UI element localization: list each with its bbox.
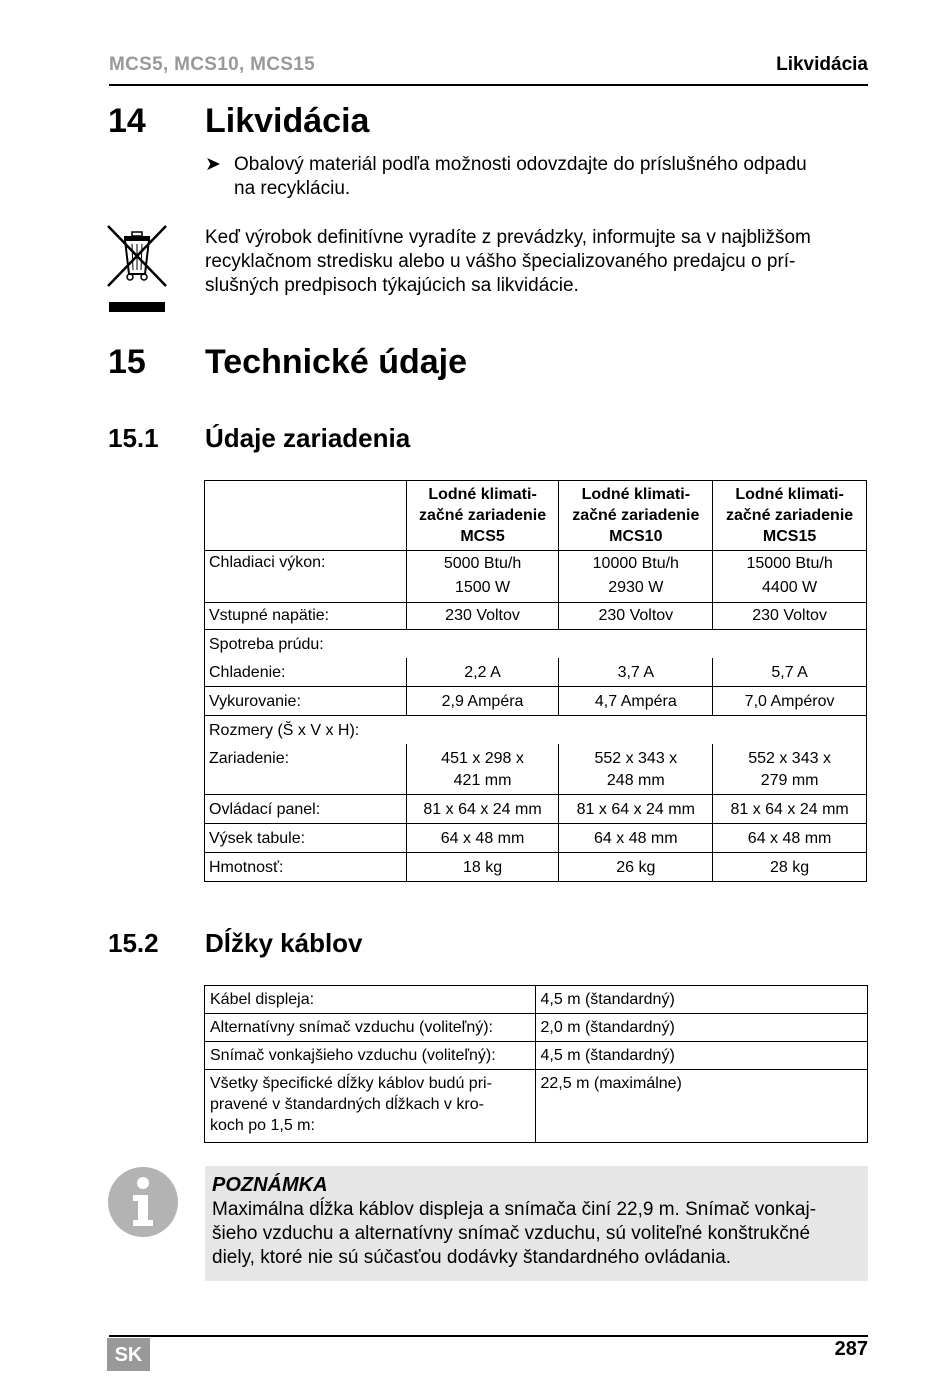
current-label: Spotreba prúdu: [205,630,867,659]
note-text: Maximálna dĺžka káblov displeja a snímača činí 22,9 m. Snímač vonkaj- šieho vzduchu a alternatívny snímač vzduchu, sú voliteľné konštrukčné diely, ktoré nie sú súčasťou dodávky štandardného ovládania. [212,1199,817,1268]
section-15-2-title: Dĺžky káblov [205,928,363,958]
header-mcs5: Lodné klimati- začné zariadenie MCS5 [406,481,559,551]
header-mcs15: Lodné klimati- začné zariadenie MCS15 [713,481,867,551]
page-number: 287 [834,1338,868,1360]
disposal-para-line-3: slušných predpisoch týkajúcich sa likvidácie. [205,275,579,296]
table-row: Chladiaci výkon: 5000 Btu/h 1500 W 10000 Btu/h 2930 W 15000 Btu/h 4400 W [205,551,867,603]
table-row: Hmotnosť: 18 kg 26 kg 28 kg [205,853,867,882]
voltage-label: Vstupné napätie: [205,603,407,630]
table-row: Vstupné napätie: 230 Voltov 230 Voltov 230 Voltov [205,603,867,630]
section-15-2-number: 15.2 [108,928,159,958]
cool-label: Chladenie: [205,658,407,687]
table-row: Chladenie: 2,2 A 3,7 A 5,7 A [205,658,867,687]
language-badge: SK [107,1338,150,1371]
weee-crossed-bin-icon [106,224,168,316]
table-row [205,716,867,745]
device-data-table [204,480,867,882]
cutout-label: Výsek tabule: [205,824,407,853]
device-label: Zariadenie: [205,744,407,795]
info-icon [107,1166,179,1238]
section-15-1-number: 15.1 [108,423,159,453]
table-row: Všetky špecifické dĺžky káblov budú pri- pravené v štandardných dĺžkach v kro- koch po 1,5 m: 22,5 m (maximálne) [205,1070,868,1143]
dims-label: Rozmery (Š x V x H): [205,716,867,745]
footer-rule [109,1335,868,1337]
weight-label: Hmotnosť: [205,853,407,882]
table-row: Vykurovanie: 2,9 Ampéra 4,7 Ampéra 7,0 Ampérov [205,687,867,716]
table-row: Snímač vonkajšieho vzduchu (voliteľný): 4,5 m (štandardný) [205,1042,868,1070]
table-row: Alternatívny snímač vzduchu (voliteľný): 2,0 m (štandardný) [205,1014,868,1042]
heat-label: Vykurovanie: [205,687,407,716]
note-title: POZNÁMKA [212,1174,328,1196]
disposal-para-line-1: Keď výrobok definitívne vyradíte z prevádzky, informujte sa v najbližšom [205,227,811,248]
section-15-number: 15 [108,343,146,381]
section-15-1-title: Údaje zariadenia [205,423,411,453]
bullet-line-1: Obalový materiál podľa možnosti odovzdajte do príslušného odpadu [234,154,807,175]
section-14-number: 14 [108,102,146,140]
table-row: Kábel displeja: 4,5 m (štandardný) [205,986,868,1014]
table-header-row [205,481,867,551]
header-models: MCS5, MCS10, MCS15 [109,54,316,75]
section-14-title: Likvidácia [205,102,370,140]
table-row: Ovládací panel: 81 x 64 x 24 mm 81 x 64 x 24 mm 81 x 64 x 24 mm [205,795,867,824]
header-mcs10: Lodné klimati- začné zariadenie MCS10 [559,481,713,551]
cooling-label: Chladiaci výkon: [209,554,326,571]
bullet-arrow: ➤ [205,154,221,175]
bullet-line-2: na recykláciu. [234,178,351,199]
cable-length-table [204,985,868,1143]
header-section: Likvidácia [776,54,868,75]
panel-label: Ovládací panel: [205,795,407,824]
table-row [205,630,867,659]
disposal-para-line-2: recyklačnom stredisku alebo u vášho špecializovaného predajcu o prí- [205,251,796,272]
table-row: Výsek tabule: 64 x 48 mm 64 x 48 mm 64 x 48 mm [205,824,867,853]
section-15-title: Technické údaje [205,343,468,381]
table-row: Zariadenie: 451 x 298 x 421 mm 552 x 343 x 248 mm 552 x 343 x 279 mm [205,744,867,795]
header-rule [109,84,868,86]
